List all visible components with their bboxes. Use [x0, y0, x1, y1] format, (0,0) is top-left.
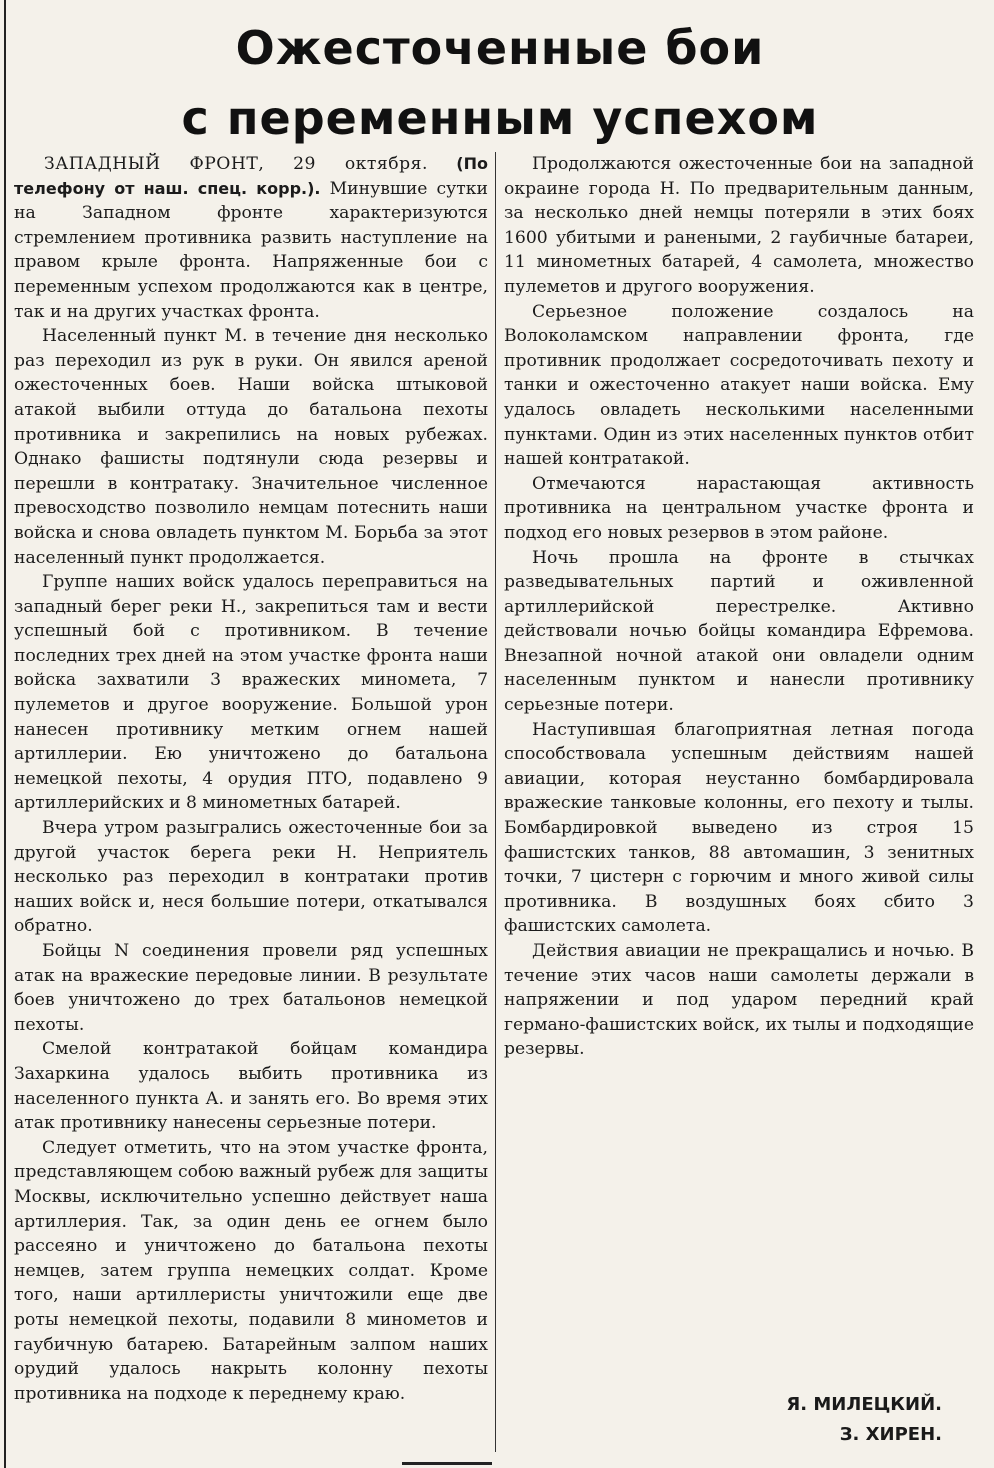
paragraph-8: Продолжаются ожесточенные бои на западной окраине города Н. По предварительным данным, за несколько дней немцы потеряли в этих боях 1600 убитыми и ранеными, 2 гаубичные батареи, 11 минометных батарей, 4 самолета, множество пулеметов и другого вооружения.: [504, 154, 974, 297]
paragraph-9: Серьезное положение создалось на Волоколамском направлении фронта, где противник продолжает сосредоточивать пехоту и танки и ожесточенно атакует наши войска. Ему удалось овладеть несколькими населенными пунктами. Один из этих населенных пунктов отбит нашей контратакой.: [504, 301, 974, 470]
column-divider: [495, 152, 496, 1452]
article-column-left: [14, 152, 488, 1452]
headline-line-1: Ожесточенные бои: [235, 21, 765, 75]
paragraph-7: Следует отметить, что на этом участке фронта, представляющем собою важный рубеж для защиты Москвы, исключительно успешно действует наша артиллерия. Так, за один день ее огнем было рассеяно и уничтожено до батальона пехоты немцев, затем группа немецких солдат. Кроме того, наши артиллеристы уничтожили еще две роты немецкой пехоты, подавили 8 минометов и гаубичную батарею. Батарейным залпом наших орудий удалось накрыть колонну пехоты противника на подходе к переднему краю.: [14, 1137, 488, 1404]
paragraph-2: Населенный пункт М. в течение дня несколько раз переходил из рук в руки. Он явился ареной ожесточенных боев. Наши войска штыковой атакой выбили оттуда до батальона пехоты противника и закрепились на новых рубежах. Однако фашисты подтянули сюда резервы и перешли в контратаку. Значительное численное превосходство позволило немцам потеснить наши войска и снова овладеть пунктом М. Борьба за этот населенный пункт продолжается.: [14, 326, 488, 568]
paragraph-1-text: Минувшие сутки на Западном фронте характеризуются стремлением противника развить наступление на правом крыле фронта. Напряженные бои с переменным успехом продолжаются как в центре, так и на других участках фронта.: [14, 178, 488, 322]
paragraph-3: Группе наших войск удалось переправиться на западный берег реки Н., закрепиться там и вести успешный бой с противником. В течение последних трех дней на этом участке фронта наши войска захватили 3 вражеских миномета, 7 пулеметов и другое вооружение. Большой урон нанесен противнику метким огнем нашей артиллерии. Ею уничтожено до батальона немецкой пехоты, 4 орудия ПТО, подавлено 9 артиллерийских и 8 минометных батарей.: [14, 572, 488, 814]
left-border-rule: [4, 0, 6, 1468]
headline-line-2: с переменным успехом: [181, 91, 819, 145]
paragraph-6: Смелой контратакой бойцам командира Захаркина удалось выбить противника из населенного пункта А. и занять его. Во время этих атак противнику нанесены серьезные потери.: [14, 1039, 488, 1134]
author-1: Я. МИЛЕЦКИЙ.: [786, 1394, 942, 1415]
paragraph-12: Наступившая благоприятная летная погода способствовала успешным действиям нашей авиации, которая неустанно бомбардировала вражеские танковые колонны, его пехоту и тылы. Бомбардировкой выведено из строя 15 фашистских танков, 88 автомашин, 3 зенитных точки, 7 цистерн с горючим и много живой силы противника. В воздушных боях сбито 3 фашистских самолета.: [504, 719, 974, 937]
paragraph-1: [14, 152, 488, 324]
article-column-right: [504, 152, 974, 1452]
author-2: З. ХИРЕН.: [839, 1424, 942, 1445]
bottom-rule: [402, 1462, 492, 1465]
signatures: [786, 1390, 942, 1450]
paragraph-11: Ночь прошла на фронте в стычках разведывательных партий и оживленной артиллерийской перестрелке. Активно действовали ночью бойцы командира Ефремова. Внезапной ночной атакой они овладели одним населенным пунктом и нанесли противнику серьезные потери.: [504, 547, 974, 716]
byline-note: (По телефону от наш. спец. корр.).: [14, 154, 488, 198]
paragraph-10: Отмечаются нарастающая активность противника на центральном участке фронта и подход его новых резервов в этом районе.: [504, 473, 974, 543]
paragraph-4: Вчера утром разыгрались ожесточенные бои за другой участок берега реки Н. Неприятель несколько раз переходил в контратаки против наших войск и, неся большие потери, откатывался обратно.: [14, 818, 488, 937]
dateline: ЗАПАДНЫЙ ФРОНТ, 29 октября.: [44, 154, 428, 174]
paragraph-5: Бойцы N соединения провели ряд успешных атак на вражеские передовые линии. В результате боев уничтожено до трех батальонов немецкой пехоты.: [14, 941, 488, 1035]
paragraph-13: Действия авиации не прекращались и ночью. В течение этих часов наши самолеты держали в напряжении и под ударом передний край германо-фашистских войск, их тылы и подходящие резервы.: [504, 941, 974, 1060]
